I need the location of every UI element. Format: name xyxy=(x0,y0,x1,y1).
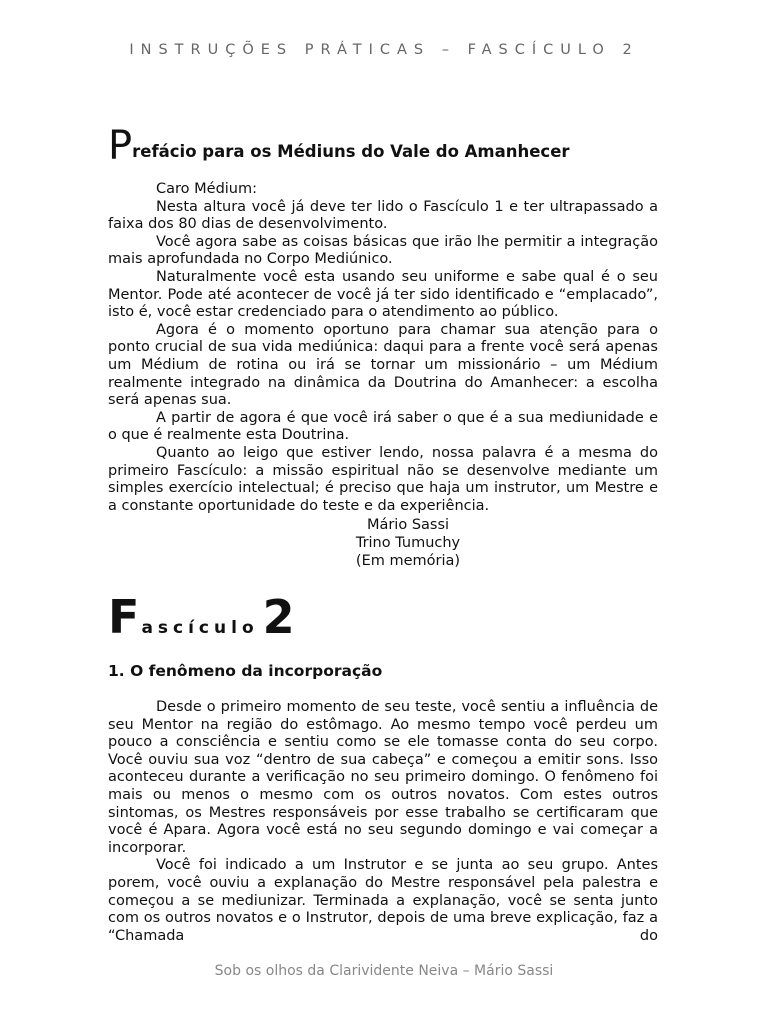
preface-paragraph: Você agora sabe as coisas básicas que irão lhe permitir a integração mais aprofundada no Corpo Mediúnico. xyxy=(108,233,658,268)
preface-body xyxy=(108,181,658,515)
preface-paragraph: Nesta altura você já deve ter lido o Fascículo 1 e ter ultrapassado a faixa dos 80 dias de desenvolvimento. xyxy=(108,198,658,233)
signature-note: (Em memória) xyxy=(355,553,461,569)
signature-name: Mário Sassi xyxy=(366,517,450,533)
section-title: 1. O fenômeno da incorporação xyxy=(108,662,383,680)
preface-title-text: refácio para os Médiuns do Vale do Amanhecer xyxy=(132,142,570,161)
fasciculo-initial: F xyxy=(108,590,140,644)
preface-paragraph: Agora é o momento oportuno para chamar sua atenção para o ponto crucial de sua vida mediúnica: daqui para a frente você será apenas um Médium de rotina ou irá se tornar um missionário – um Médium realmente integrado na dinâmica da Doutrina do Amanhecer: a escolha será apenas sua. xyxy=(108,321,658,409)
preface-paragraph: Quanto ao leigo que estiver lendo, nossa palavra é a mesma do primeiro Fascículo: a missão espiritual não se desenvolve mediante um simples exercício intelectual; é preciso que haja um instrutor, um Mestre e a constante oportunidade do teste e da experiência. xyxy=(108,444,658,514)
preface-title-initial: P xyxy=(108,123,133,169)
fasciculo-number: 2 xyxy=(262,590,295,644)
preface-title xyxy=(108,123,668,169)
fasciculo-heading xyxy=(108,590,295,644)
fasciculo-label: ascículo xyxy=(141,618,259,638)
section-body xyxy=(108,699,658,945)
preface-paragraph: A partir de agora é que você irá saber o que é a sua mediunidade e o que é realmente esta Doutrina. xyxy=(108,409,658,444)
section-paragraph: Você foi indicado a um Instrutor e se junta ao seu grupo. Antes porem, você ouviu a explanação do Mestre responsável pela palestra e começou a se mediunizar. Terminada a explanação, você se senta junto com os outros novatos e o Instrutor, depois de uma breve explicação, faz a “Chamada do xyxy=(108,857,658,944)
preface-greeting: Caro Médium: xyxy=(156,181,257,197)
running-header: INSTRUÇÕES PRÁTICAS – FASCÍCULO 2 xyxy=(129,42,639,58)
preface-paragraph: Naturalmente você esta usando seu uniforme e sabe qual é o seu Mentor. Pode até acontecer de você já ter sido identificado e “emplacado”, isto é, você estar credenciado para o atendimento ao público. xyxy=(108,268,658,321)
signature-block xyxy=(308,516,508,570)
page-footer: Sob os olhos da Clarividente Neiva – Mário Sassi xyxy=(214,963,554,979)
section-paragraph: Desde o primeiro momento de seu teste, você sentiu a influência de seu Mentor na região do estômago. Ao mesmo tempo você perdeu um pouco a consciência e sentiu como se ele tomasse conta do seu corpo. Você ouviu sua voz “dentro de sua cabeça” e começou a emitir sons. Isso aconteceu durante a verificação no seu primeiro domingo. O fenômeno foi mais ou menos o mesmo com os outros novatos. Com estes outros sintomas, os Mestres responsáveis por esse trabalho se certificaram que você é Apara. Agora você está no seu segundo domingo e vai começar a incorporar. xyxy=(108,699,658,856)
signature-title: Trino Tumuchy xyxy=(355,535,461,551)
